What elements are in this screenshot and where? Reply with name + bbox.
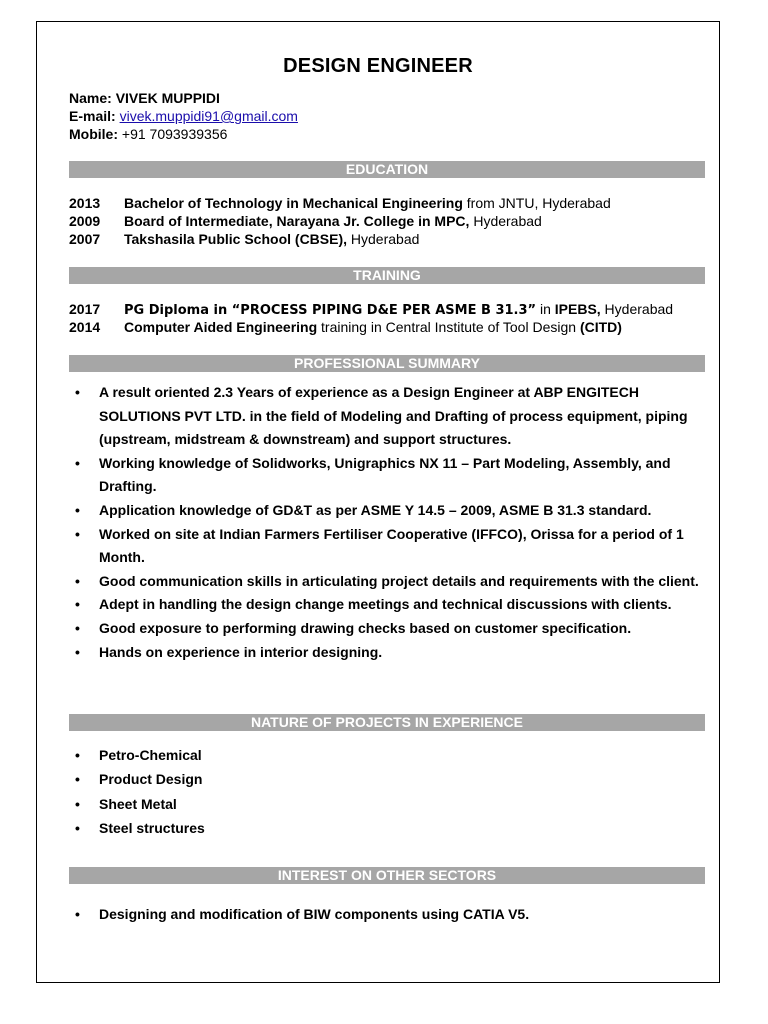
contact-block xyxy=(69,89,298,143)
interests-heading: INTEREST ON OTHER SECTORS xyxy=(69,867,705,884)
education-degree: Board of Intermediate, Narayana Jr. College in MPC, xyxy=(124,213,470,229)
education-row xyxy=(69,194,611,212)
summary-item: • A result oriented 2.3 Years of experience as a Design Engineer at ABP ENGITECH SOLUTIONS PVT LTD. in the field of Modeling and Drafting of process equipment, piping (upstream, midstream & downstream) and support structures. xyxy=(69,381,699,452)
mobile-value: +91 7093939356 xyxy=(121,126,228,142)
training-year: 2014 xyxy=(69,319,101,335)
training-connector: in xyxy=(536,301,555,317)
training-location: Hyderabad xyxy=(600,301,674,317)
projects-list xyxy=(69,743,699,841)
email-link[interactable]: vivek.muppidi91@gmail.com xyxy=(119,108,298,124)
interest-item: • Designing and modification of BIW components using CATIA V5. xyxy=(69,903,699,927)
education-row xyxy=(69,212,542,230)
summary-item: • Application knowledge of GD&T as per ASME Y 14.5 – 2009, ASME B 31.3 standard. xyxy=(69,499,699,523)
project-item: • Petro-Chemical xyxy=(69,743,699,767)
projects-heading: NATURE OF PROJECTS IN EXPERIENCE xyxy=(69,714,705,731)
summary-item: • Good communication skills in articulating project details and requirements with the client. xyxy=(69,570,699,594)
summary-list xyxy=(69,381,699,664)
education-degree: Bachelor of Technology in Mechanical Engineering xyxy=(124,195,463,211)
training-year: 2017 xyxy=(69,301,101,317)
education-detail: from JNTU, Hyderabad xyxy=(462,195,611,211)
education-detail: Hyderabad xyxy=(347,231,420,247)
education-year: 2007 xyxy=(69,231,101,247)
training-heading: TRAINING xyxy=(69,267,705,284)
mobile-label: Mobile: xyxy=(69,126,118,142)
education-year: 2013 xyxy=(69,195,101,211)
summary-heading: PROFESSIONAL SUMMARY xyxy=(69,355,705,372)
project-item: • Sheet Metal xyxy=(69,792,699,816)
training-course: Computer Aided Engineering xyxy=(124,319,318,335)
mobile-line xyxy=(69,125,298,143)
summary-item: • Hands on experience in interior designing. xyxy=(69,641,699,665)
training-row xyxy=(69,300,673,320)
name-label: Name: xyxy=(69,90,112,106)
summary-item: • Adept in handling the design change meetings and technical discussions with clients. xyxy=(69,593,699,617)
page-title: DESIGN ENGINEER xyxy=(283,55,473,77)
summary-item: • Good exposure to performing drawing checks based on customer specification. xyxy=(69,617,699,641)
project-item: • Product Design xyxy=(69,767,699,791)
training-institute: IPEBS, xyxy=(554,301,601,317)
training-detail: training in Central Institute of Tool Design xyxy=(317,319,580,335)
education-row xyxy=(69,230,419,248)
resume-page xyxy=(36,21,720,983)
education-degree: Takshasila Public School (CBSE), xyxy=(124,231,348,247)
name-value: VIVEK MUPPIDI xyxy=(115,90,220,106)
training-row xyxy=(69,318,622,336)
training-institute: (CITD) xyxy=(579,319,622,335)
education-year: 2009 xyxy=(69,213,101,229)
education-detail: Hyderabad xyxy=(469,213,542,229)
interests-list xyxy=(69,903,699,927)
training-course: PG Diploma in “PROCESS PIPING D&E PER ASME B 31.3” xyxy=(124,303,537,318)
summary-item: • Working knowledge of Solidworks, Unigraphics NX 11 – Part Modeling, Assembly, and Drafting. xyxy=(69,452,699,499)
name-line xyxy=(69,89,298,107)
education-heading: EDUCATION xyxy=(69,161,705,178)
email-line xyxy=(69,107,298,125)
summary-item: • Worked on site at Indian Farmers Fertiliser Cooperative (IFFCO), Orissa for a period of 1 Month. xyxy=(69,523,699,570)
project-item: • Steel structures xyxy=(69,816,699,840)
email-label: E-mail: xyxy=(69,108,116,124)
